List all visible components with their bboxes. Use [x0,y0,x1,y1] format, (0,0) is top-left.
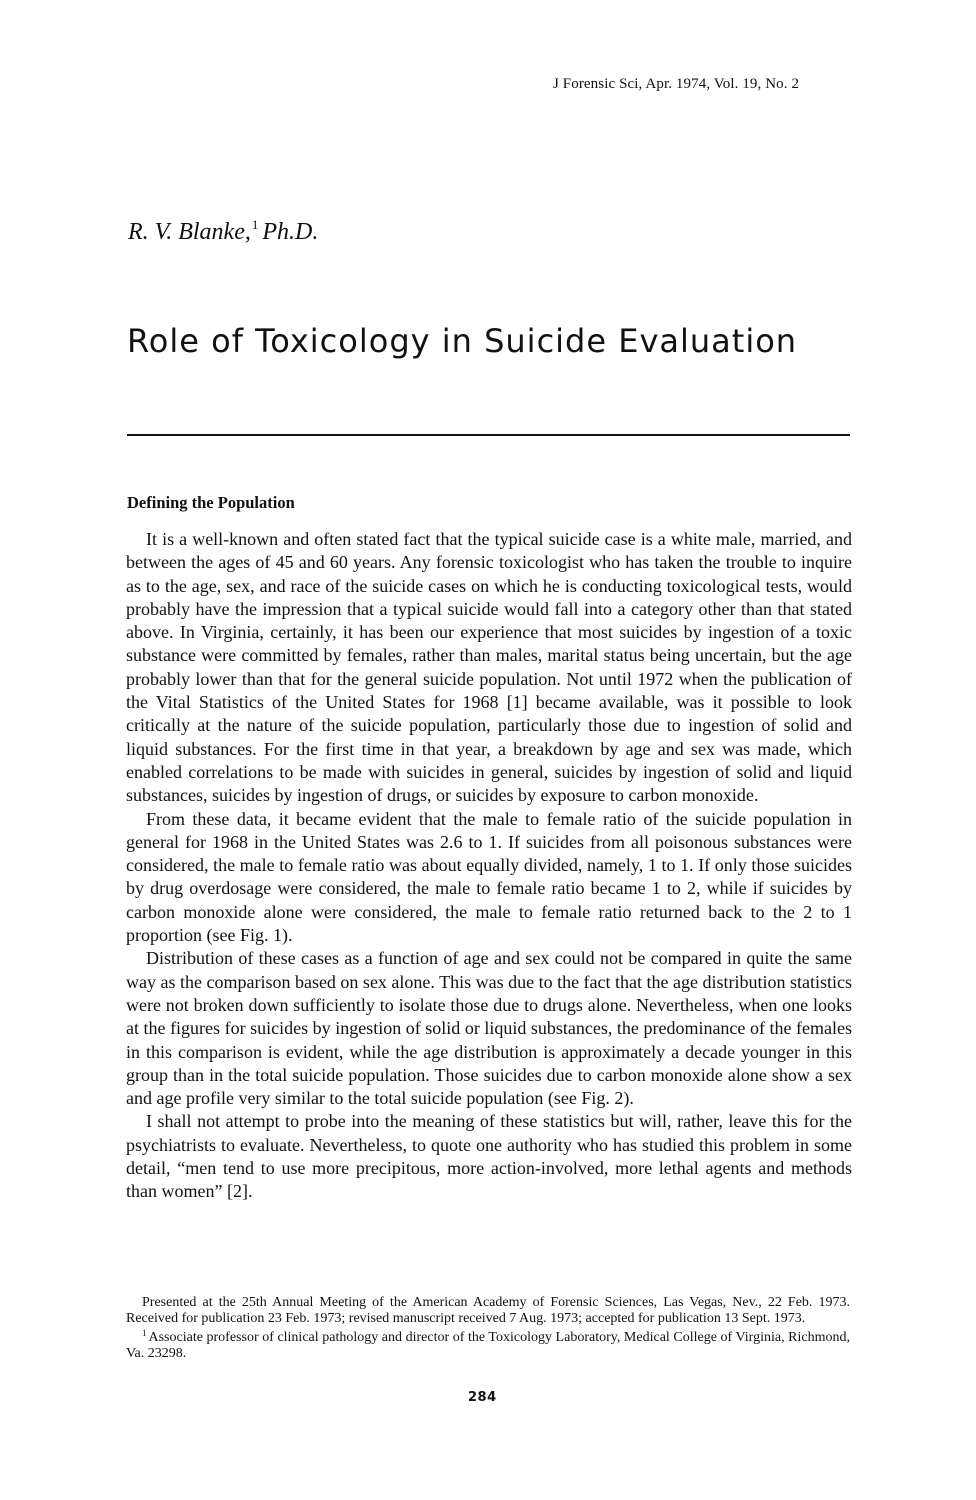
affiliation-footnote-mark: 1 [142,1328,147,1339]
section-heading: Defining the Population [127,493,295,512]
paragraph: Distribution of these cases as a function of age and sex could not be compared in quite the same way as the comparison based on sex alone. This was due to the fact that the age distribution statistics were not broken down sufficiently to isolate those due to drugs alone. Nevertheless, when one looks at the figures for suicides by ingestion of solid or liquid substances, the predominance of the females in this comparison is evident, while the age distribution is approximately a decade younger in this group than in the total suicide population. Those suicides due to carbon monoxide alone show a sex and age profile very similar to the total suicide population (see Fig. 2). [126,948,852,1109]
body-text [126,528,852,1204]
paragraph: From these data, it became evident that the male to female ratio of the suicide population in general for 1968 in the United States was 2.6 to 1. If suicides from all poisonous substances were considered, the male to female ratio was about equally divided, namely, 1 to 1. If only those suicides by drug overdosage were considered, the male to female ratio became 1 to 2, while if suicides by carbon monoxide alone were considered, the male to female ratio returned back to the 2 to 1 proportion (see Fig. 1). [126,808,852,946]
affiliation-text: Associate professor of clinical pathology and director of the Toxicology Laboratory, Medical College of Virginia, Richmond, Va. 23298. [126,1330,850,1361]
paragraph: I shall not attempt to probe into the meaning of these statistics but will, rather, leave this for the psychiatrists to evaluate. Nevertheless, to quote one authority who has studied this problem in some detail, “men tend to use more precipitous, more action-involved, more lethal agents and methods than women” [2]. [126,1111,852,1202]
footnote-presented: Presented at the 25th Annual Meeting of the American Academy of Forensic Sciences, Las Vegas, Nev., 22 Feb. 1973. Received for publication 23 Feb. 1973; revised manuscript received 7 Aug. 1973; accepted for publication 13 Sept. 1973. [126,1295,850,1326]
author-name: R. V. Blanke, [128,219,251,245]
paragraph: It is a well-known and often stated fact that the typical suicide case is a white male, married, and between the ages of 45 and 60 years. Any forensic toxicologist who has taken the trouble to inquire as to the age, sex, and race of the suicide cases on which he is conducting toxicological tests, would probably have the impression that a typical suicide would fall into a category other than that stated above. In Virginia, certainly, it has been our experience that most suicides by ingestion of a toxic substance were committed by females, rather than males, marital status being uncertain, but the age probably lower than that for the general suicide population. Not until 1972 when the publication of the Vital Statistics of the United States for 1968 [1] became available, was it possible to look critically at the nature of the suicide population, particularly those due to ingestion of solid and liquid substances. For the first time in that year, a breakdown by age and sex was made, which enabled correlations to be made with suicides in general, suicides by ingestion of solid and liquid substances, suicides by ingestion of drugs, or suicides by exposure to carbon monoxide. [126,529,852,806]
footnote-affiliation [126,1326,850,1361]
article-title: Role of Toxicology in Suicide Evaluation [127,322,798,360]
footnotes [126,1295,850,1361]
author-footnote-mark: 1 [251,217,259,232]
author-line [128,217,318,246]
running-head: J Forensic Sci, Apr. 1974, Vol. 19, No. 2 [553,76,800,92]
author-degree: Ph.D. [262,219,319,245]
title-divider [127,434,850,436]
page-number: 284 [468,1390,497,1405]
